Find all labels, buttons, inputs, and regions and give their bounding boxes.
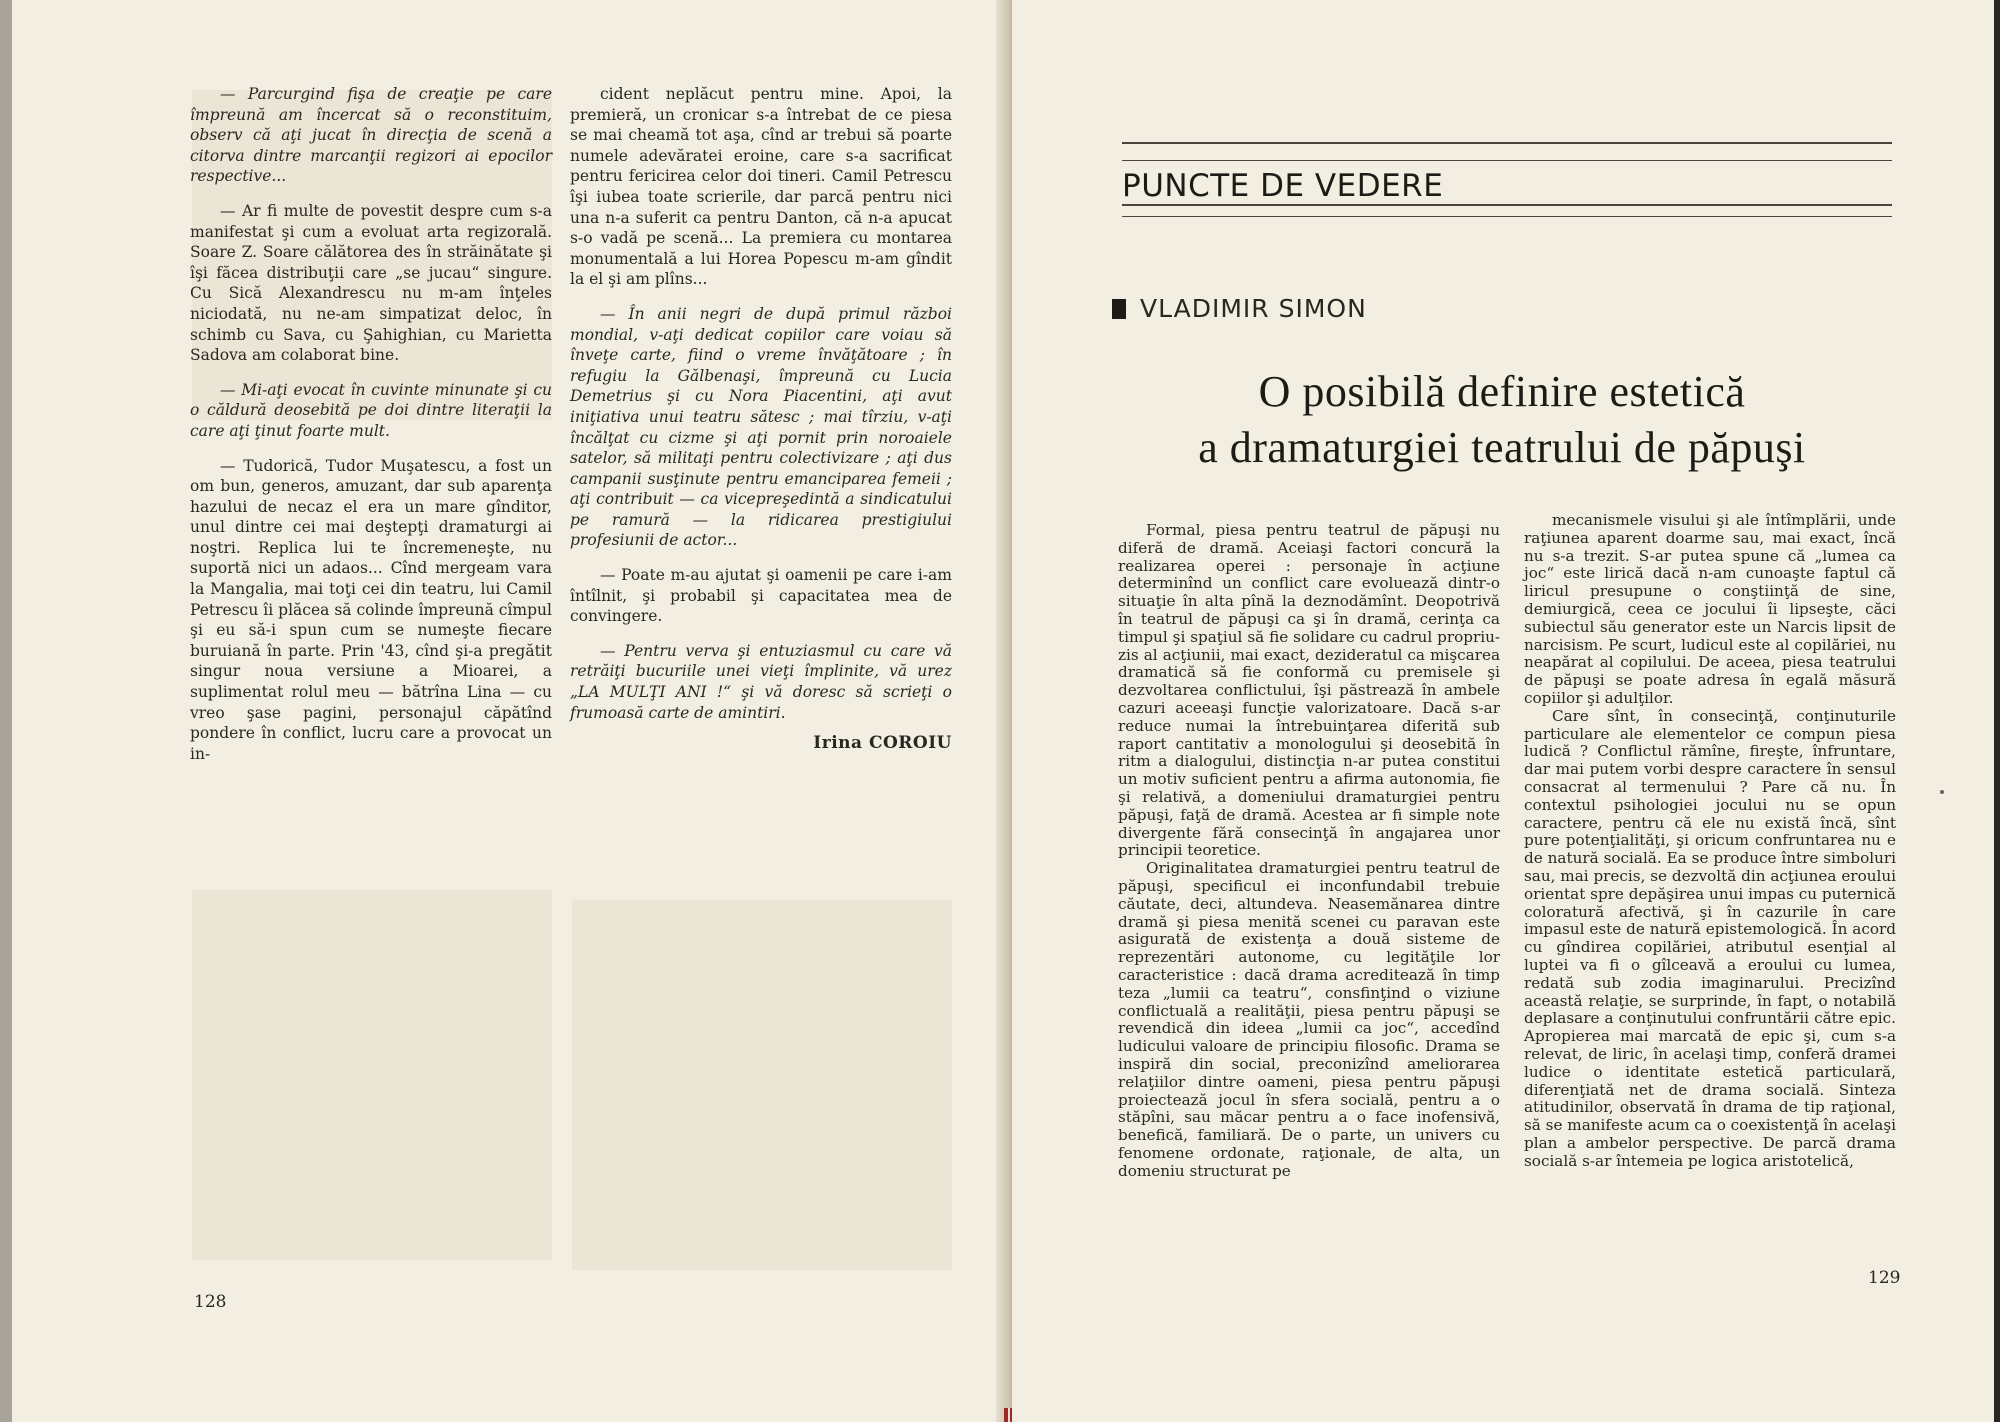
article-title xyxy=(1112,364,1892,476)
section-rule-top xyxy=(1122,142,1892,144)
interview-question-1: — Parcurgind fişa de creaţie pe care împreună am încercat să o reconstituim, observ că aţi jucat în direcţia de scenă a citorva dintre marcanţii regizori ai epocilor respective... xyxy=(190,85,552,186)
interview-answer-3: — Poate m-au ajutat şi oamenii pe care i-am întîlnit, şi probabil şi capacitatea mea de convingere. xyxy=(570,566,952,626)
square-bullet-icon xyxy=(1112,299,1126,319)
interview-question-2: — Mi-aţi evocat în cuvinte minunate şi cu o căldură deosebită pe doi dintre literaţii la care aţi ţinut foarte mult. xyxy=(190,380,552,440)
scan-edge xyxy=(1994,0,2000,1422)
article-title-line-1: O posibilă definire estetică xyxy=(1258,367,1746,416)
article-title-line-2: a dramaturgiei teatrului de păpuşi xyxy=(1198,423,1806,472)
section-rule-top-thin xyxy=(1122,160,1892,161)
article-column-2 xyxy=(1524,512,1896,1170)
section-rule-bottom-thin xyxy=(1122,216,1892,217)
page-number-right: 129 xyxy=(1868,1268,1901,1288)
page-number-left: 128 xyxy=(194,1292,227,1312)
section-title: PUNCTE DE VEDERE xyxy=(1122,168,1444,204)
interview-closing: — Pentru verva şi entuziasmul cu care vă retrăiţi bucuriile unei vieţi împlinite, vă urez „LA MULŢI ANI !“ şi vă doresc să scrieţi o frumoasă carte de amintiri. xyxy=(570,641,952,722)
author-signature: Irina COROIU xyxy=(813,733,952,754)
article-paragraph-2: Originalitatea dramaturgiei pentru teatrul de păpuşi, specificul ei inconfundabil trebuie căutate, deci, altundeva. Neasemănarea dintre dramă şi piesa menită scenei cu paravan este asigurată de existenţa a două sisteme de reprezentări autonome, cu legităţile lor caracteristice : dacă drama acreditează în timp teza „lumii ca teatru“, consfinţind o viziune conflictuală a realităţii, piesa pentru păpuşi se revendică din ideea „lumii ca joc“, accedînd ludicului valoare de principiu filosofic. Drama se inspiră din social, preconizînd ameliorarea relaţiilor dintre oameni, piesa pentru păpuşi proiectează jocul în sfera socială, pentru a o stăpîni, sau măcar pentru a o face inofensivă, benefică, familiară. De o parte, un univers cu fenomene ordonate, raţionale, de alta, un domeniu structurat pe xyxy=(1118,859,1500,1180)
margin-mark xyxy=(1940,790,1944,794)
article-column-1 xyxy=(1118,522,1500,1180)
article-paragraph-4: Care sînt, în consecinţă, conţinuturile particulare ale elementelor ce compun piesa ludică ? Conflictul rămîne, fireşte, înfruntare, dar mai putem vorbi despre caractere în sensul consacrat al termenului ? Pare că nu. În contextul psihologiei jocului nu se opun caractere, pentru că ele nu există încă, sînt pure potenţialităţi, şi oricum confruntarea nu e de natură socială. Ea se produce între simboluri sau, mai precis, se dezvoltă din acţiunea eroului orientat spre depăşirea unui impas cu puternică coloratură afectivă, şi în cazurile în care impasul este de natură epistemologică. În acord cu gîndirea copilăriei, atributul esenţial al luptei va fi o gîlceavă a eroului cu lumea, redată sub zodia imaginarului. Precizînd această relaţie, se surprinde, în fapt, o notabilă deplasare a conţinutului confruntării către epic. Apropierea mai marcată de epic şi, cum s-a relevat, de liric, în acelaşi timp, conferă dramei ludice o identitate estetică particulară, diferenţiată net de drama socială. Sinteza atitudinilor, observată în drama de tip raţional, să se manifeste acum ca o coexistenţă în acelaşi plan a ambelor perspective. De parcă drama socială s-ar întemeia pe logica aristotelică, xyxy=(1524,706,1896,1170)
article-paragraph-3: mecanismele visului şi ale întîmplării, unde raţiunea aparent doarme sau, mai exact, încă nu s-a trezit. S-ar putea spune că „lumea ca joc“ este lirică dacă n-am cunoaşte faptul că liricul presupune o conştiinţă de sine, demiurgică, ceea ce jocului îi lipseşte, căci subiectul său generator este un Narcis lipsit de narcisism. Pe scurt, ludicul este al copilăriei, nu neapărat al copilului. De aceea, piesa teatrului de păpuşi se poate adresa în egală măsură copiilor şi adulţilor. xyxy=(1524,511,1896,707)
interview-column-1 xyxy=(190,84,552,778)
faded-image-bottom-middle xyxy=(572,900,952,1270)
left-page xyxy=(12,0,1011,1422)
section-rule-bottom xyxy=(1122,204,1892,206)
interview-question-3: — În anii negri de după primul război mondial, v-aţi dedicat copiilor care voiau să înveţe carte, fiind o vreme învăţătoare ; în refugiu la Gălbenaşi, împreună cu Lucia Demetrius şi cu Nora Piacentini, aţi avut iniţiativa unui teatru sătesc ; mai tîrziu, v-aţi încălţat cu cizme şi aţi pornit prin noroaiele satelor, să militaţi pentru colectivizare ; aţi dus campanii susţinute pentru emanciparea femeii ; aţi contribuit — ca vicepreşedintă a sindicatului pe ramură — la ridicarea prestigiului profesiunii de actor... xyxy=(570,304,952,550)
interview-answer-1: — Ar fi multe de povestit despre cum s-a manifestat şi cum a evoluat arta regizorală. Soare Z. Soare călătorea des în străinătate şi îşi făcea distribuţii care „se jucau“ singure. Cu Sică Alexandrescu nu m-am înţeles niciodată, nu ne-am simpatizat deloc, în schimb cu Sava, cu Şahighian, cu Marietta Sadova am colaborat bine. xyxy=(190,201,552,365)
article-author xyxy=(1112,294,1367,323)
interview-answer-2: — Tudorică, Tudor Muşatescu, a fost un om bun, generos, amuzant, dar sub aparenţa hazului de necaz el era un mare gînditor, unul dintre cei mai deştepţi dramaturgi ai noştri. Replica lui te încremeneşte, nu suportă nici un adaos... Cînd mergeam vara la Mangalia, mai toţi cei din teatru, lui Camil Petrescu îi plăcea să colinde împreună cîmpul şi eu să-i spun cum se numeşte fiecare buruiană în parte. Prin '43, cînd şi-a pregătit singur noua versiune a Mioarei, a suplimentat rolul meu — bătrîna Lina — cu vreo şase pagini, personajul căpătînd pondere în conflict, lucru care a provocat un in- xyxy=(190,456,552,763)
author-name: VLADIMIR SIMON xyxy=(1140,294,1367,323)
interview-answer-2-continued: cident neplăcut pentru mine. Apoi, la premieră, un cronicar s-a întrebat de ce piesa se mai cheamă tot aşa, cînd ar trebui să poarte numele adevăratei eroine, care s-a sacrificat pentru fericirea celor doi tineri. Camil Petrescu îşi iubea toate scrierile, dar parcă pentru nici una n-a suferit ca pentru Danton, că n-a apucat s-o vadă pe scenă... La premiera cu montarea monumentală a lui Horea Popescu m-am gîndit la el şi am plîns... xyxy=(570,85,952,289)
interview-column-2 xyxy=(570,84,952,754)
article-paragraph-1: Formal, piesa pentru teatrul de păpuşi nu diferă de dramă. Aceiaşi factori concură la realizarea operei : personaje în acţiune determinînd un conflict care evoluează dintr-o situaţie în alta pînă la deznodămînt. Deopotrivă în teatrul de păpuşi ca şi în dramă, cerinţa ca timpul şi spaţiul să fie solidare cu cadrul propriu-zis al acţiunii, mai exact, dezideratul ca mişcarea dramatică să fie conformă cu premisele şi dezvoltarea conflictului, îşi păstrează în ambele cazuri aceeaşi funcţie valorizatoare. Dacă s-ar reduce numai la întrebuinţarea diferită sub raport cantitativ a monologului şi deosebită în ritm a dialogului, distincţia n-ar putea constitui un motiv suficient pentru a afirma autonomia, fie şi relativă, a domeniului dramaturgiei pentru păpuşi, faţă de dramă. Acestea ar fi simple note divergente fără consecinţă în angajarea unor principii teoretice. xyxy=(1118,521,1500,860)
faded-image-bottom-left xyxy=(192,890,552,1260)
